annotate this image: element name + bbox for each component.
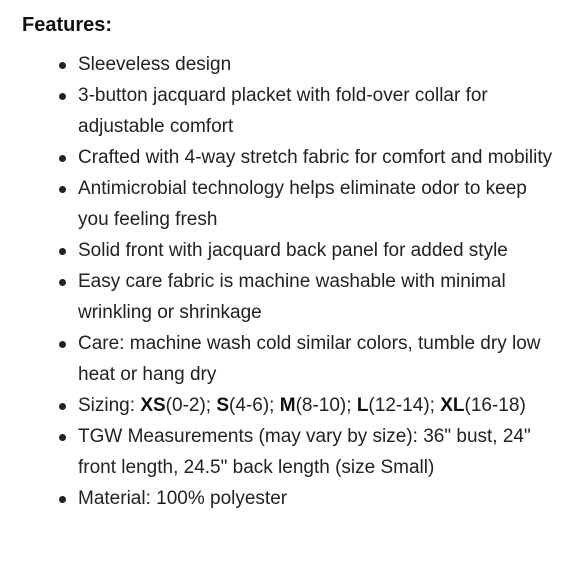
list-item xyxy=(78,235,560,266)
measurements-item xyxy=(78,421,560,483)
material-text: Material: 100% polyester xyxy=(78,488,288,509)
size-range: (16-18) xyxy=(464,395,526,416)
bullet-icon xyxy=(59,155,66,162)
size-range: (12-14); xyxy=(368,395,441,416)
size-code: S xyxy=(216,395,230,416)
size-code: XS xyxy=(140,395,166,416)
bullet-icon xyxy=(59,403,66,410)
bullet-icon xyxy=(59,496,66,503)
bullet-icon xyxy=(59,434,66,441)
list-item xyxy=(78,328,560,390)
size-code: XL xyxy=(440,395,465,416)
bullet-icon xyxy=(59,93,66,100)
bullet-icon xyxy=(59,248,66,255)
size-range: (8-10); xyxy=(295,395,357,416)
list-item xyxy=(78,49,560,80)
material-item xyxy=(78,483,560,514)
list-item xyxy=(78,80,560,142)
list-item xyxy=(78,266,560,328)
list-item xyxy=(78,173,560,235)
size-range: (4-6); xyxy=(229,395,280,416)
feature-text: Crafted with 4-way stretch fabric for comfort and mobility xyxy=(78,147,553,168)
size-code: L xyxy=(356,395,369,416)
feature-text: Care: machine wash cold similar colors, tumble dry low heat or hang dry xyxy=(78,333,541,385)
sizing-item xyxy=(78,390,560,421)
bullet-icon xyxy=(59,341,66,348)
list-item xyxy=(78,142,560,173)
bullet-icon xyxy=(59,279,66,286)
feature-text: Easy care fabric is machine washable with minimal wrinkling or shrinkage xyxy=(78,271,506,323)
sizing-label: Sizing: xyxy=(78,395,141,416)
feature-text: 3-button jacquard placket with fold-over collar for adjustable comfort xyxy=(78,85,488,137)
features-heading: Features: xyxy=(22,14,113,36)
features-list xyxy=(22,49,560,514)
size-range: (0-2); xyxy=(165,395,217,416)
size-code: M xyxy=(279,395,296,416)
measurements-text: TGW Measurements (may vary by size): 36" bust, 24" front length, 24.5" back length (size Small) xyxy=(78,426,531,478)
bullet-icon xyxy=(59,62,66,69)
feature-text: Antimicrobial technology helps eliminate odor to keep you feeling fresh xyxy=(78,178,527,230)
bullet-icon xyxy=(59,186,66,193)
feature-text: Sleeveless design xyxy=(78,54,232,75)
feature-text: Solid front with jacquard back panel for added style xyxy=(78,240,508,261)
